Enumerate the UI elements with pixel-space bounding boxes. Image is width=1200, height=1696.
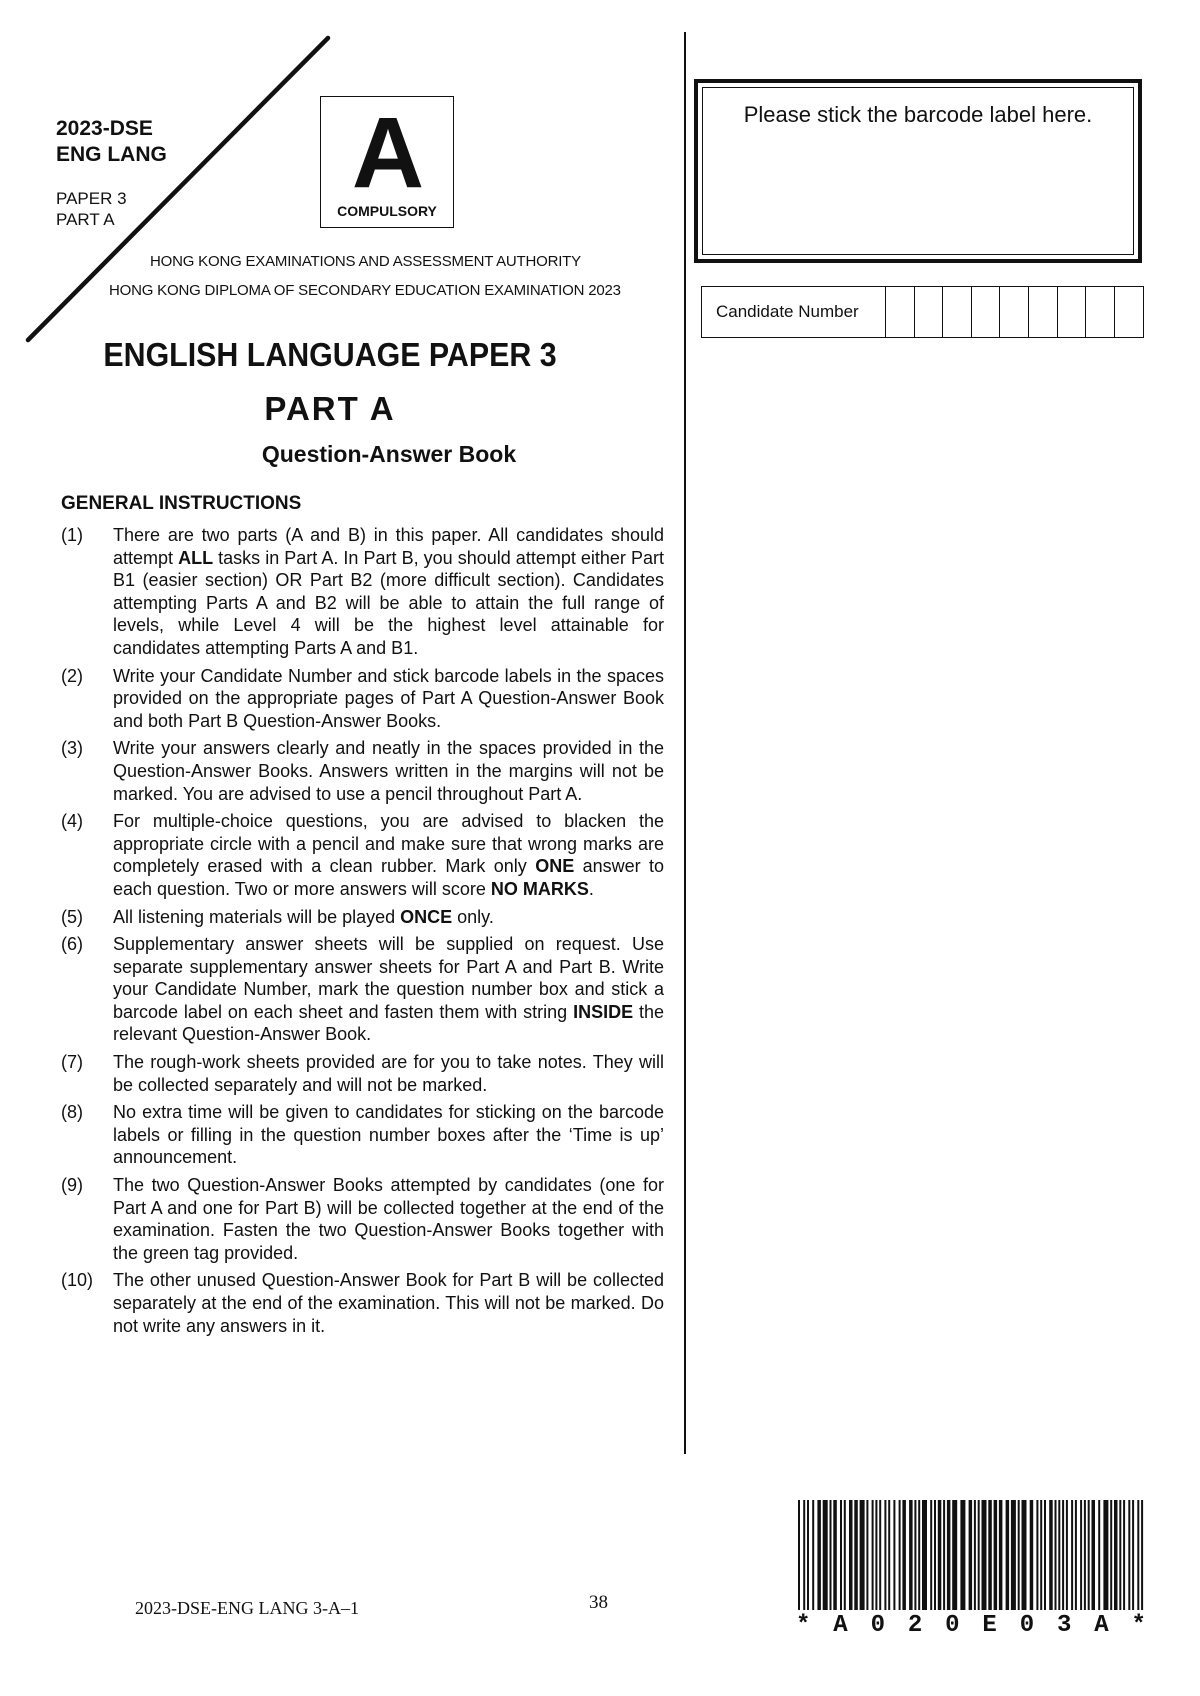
candidate-number-field[interactable] xyxy=(701,286,1144,338)
barcode-label-area xyxy=(694,79,1142,263)
candidate-number-cell[interactable] xyxy=(1000,287,1029,337)
barcode-character: 0 xyxy=(945,1612,960,1639)
book-title xyxy=(0,441,780,468)
barcode-character: 0 xyxy=(1019,1612,1035,1639)
candidate-number-label: Candidate Number xyxy=(702,287,886,337)
candidate-number-cell[interactable] xyxy=(1115,287,1144,337)
instruction-text: For multiple-choice questions, you are advised to blacken the appropriate circle with a pencil and make sure that wrong marks are completely erased with a clean rubber. Mark only ONE answer to each question. Two or more answers will score NO MARKS. xyxy=(113,811,664,899)
instructions-heading: GENERAL INSTRUCTIONS xyxy=(61,493,302,514)
barcode-character: 2 xyxy=(907,1612,923,1639)
barcode-character: * xyxy=(1131,1612,1146,1639)
instruction-item xyxy=(61,810,664,900)
instruction-text: The two Question-Answer Books attempted by candidates (one for Part A and one for Part B) will be collected together at the end of the examination. Fasten the two Question-Answer Books together with the green tag provided. xyxy=(113,1175,664,1263)
barcode-label-inner xyxy=(702,87,1134,255)
instruction-item xyxy=(61,665,664,733)
instruction-text: There are two parts (A and B) in this paper. All candidates should attempt ALL tasks in Part A. In Part B, you should attempt either Part B1 (easier section) OR Part B2 (more difficult section). Candidates attempting Parts A and B2 will be able to attain the full range of levels, while Level 4 will be the highest level attainable for candidates attempting Parts A and B1. xyxy=(113,525,664,658)
badge-letter: A xyxy=(351,97,423,209)
instruction-number: (10) xyxy=(61,1270,94,1291)
candidate-number-cell[interactable] xyxy=(1086,287,1115,337)
instruction-text: The rough-work sheets provided are for you to take notes. They will be collected separately and will not be marked. xyxy=(113,1052,664,1095)
authority-name: HONG KONG EXAMINATIONS AND ASSESSMENT AUTHORITY xyxy=(150,253,581,270)
candidate-number-cell[interactable] xyxy=(943,287,972,337)
barcode-prompt: Please stick the barcode label here. xyxy=(743,102,1093,127)
barcode-character: E xyxy=(982,1612,997,1639)
candidate-number-cells xyxy=(886,287,1143,337)
instruction-text: Write your Candidate Number and stick barcode labels in the spaces provided on the appropriate pages of Part A Question-Answer Book and both Part B Question-Answer Books. xyxy=(113,665,664,731)
book-title-text: Question-Answer Book xyxy=(261,441,517,467)
column-divider xyxy=(684,32,686,1454)
instruction-item xyxy=(61,524,664,660)
instruction-item xyxy=(61,1174,664,1264)
paper-number: PAPER 3 xyxy=(56,189,127,208)
instruction-number: (5) xyxy=(61,906,83,927)
instruction-text: Supplementary answer sheets will be supplied on request. Use separate supplementary answer sheets for Part A and Part B. Write your Candidate Number, mark the question number box and stick a barcode label on each sheet and fasten them with string INSIDE the relevant Question-Answer Book. xyxy=(113,934,664,1045)
barcode-character: A xyxy=(1094,1612,1109,1639)
barcode-character: 0 xyxy=(870,1612,885,1639)
instruction-item xyxy=(61,1269,664,1337)
exam-name: HONG KONG DIPLOMA OF SECONDARY EDUCATION EXAMINATION 2023 xyxy=(109,282,621,299)
candidate-number-cell[interactable] xyxy=(915,287,944,337)
instruction-number: (1) xyxy=(61,525,83,545)
instructions-list xyxy=(61,524,664,1342)
candidate-number-cell[interactable] xyxy=(972,287,1001,337)
barcode-character: A xyxy=(833,1612,848,1639)
instruction-item xyxy=(61,1101,664,1169)
instruction-item xyxy=(61,1051,664,1096)
page-number: 38 xyxy=(589,1592,608,1613)
candidate-number-cell[interactable] xyxy=(1029,287,1058,337)
exam-code: 2023-DSE xyxy=(56,117,153,140)
instruction-item xyxy=(61,933,664,1046)
footer-code: 2023-DSE-ENG LANG 3-A–1 xyxy=(135,1598,359,1618)
barcode-character: 3 xyxy=(1056,1612,1072,1639)
instruction-text: No extra time will be given to candidates for sticking on the barcode labels or filling in the question number boxes after the ‘Time is up’ announcement. xyxy=(113,1102,664,1168)
candidate-number-cell[interactable] xyxy=(1058,287,1087,337)
instruction-number: (9) xyxy=(61,1175,83,1196)
instruction-number: (3) xyxy=(61,738,83,759)
paper-part: PART A xyxy=(56,210,115,229)
instruction-number: (4) xyxy=(61,811,83,832)
instruction-text: All listening materials will be played ONCE only. xyxy=(113,906,494,927)
badge-label: COMPULSORY xyxy=(337,203,437,219)
part-title: PART A xyxy=(264,390,396,427)
instruction-number: (2) xyxy=(61,665,83,686)
instruction-text: The other unused Question-Answer Book for Part B will be collected separately at the end of the examination. This will not be marked. Do not write any answers in it. xyxy=(113,1270,664,1336)
barcode-character: * xyxy=(796,1612,811,1639)
instruction-number: (8) xyxy=(61,1102,83,1123)
barcode-text xyxy=(796,1612,1146,1639)
instruction-text: Write your answers clearly and neatly in the spaces provided in the Question-Answer Books. Answers written in the margins will not be marked. You are advised to use a pencil throughout Part A. xyxy=(113,738,664,804)
compulsory-badge xyxy=(320,96,454,228)
instruction-item xyxy=(61,906,664,929)
subject-code: ENG LANG xyxy=(56,143,167,166)
candidate-number-cell[interactable] xyxy=(886,287,915,337)
instruction-number: (6) xyxy=(61,934,83,955)
paper-title: ENGLISH LANGUAGE PAPER 3 xyxy=(103,336,557,373)
instruction-number: (7) xyxy=(61,1052,83,1073)
instruction-item xyxy=(61,737,664,805)
